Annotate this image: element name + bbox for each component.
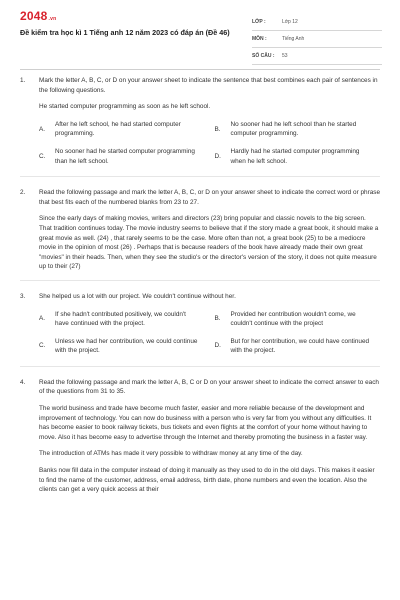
option-text: Hardly had he started computer programming when he left school. — [230, 147, 360, 165]
option-text: If she hadn't contributed positively, we couldn't have continued with the project. — [55, 310, 186, 328]
answer-options — [39, 120, 380, 166]
question-number: 3. — [20, 292, 26, 300]
passage-paragraph: Banks now fill data in the computer instead of doing it manually as they used to do in the old days. This makes it easier to find the name of the customer, address, email address, birth date, phone numbers and even the location. Also the clients can get a very quick access at their — [39, 467, 375, 494]
document-title: Đề kiểm tra học kì 1 Tiếng anh 12 năm 2023 có đáp án (Đề 46) — [20, 28, 230, 37]
header-divider — [20, 69, 380, 70]
question-stem: He started computer programming as soon as he left school. — [39, 103, 211, 111]
option-b[interactable] — [215, 120, 381, 139]
meta-label: LỚP : — [252, 19, 266, 25]
option-text: After he left school, he had started computer programming. — [55, 120, 181, 138]
question-4 — [20, 378, 380, 495]
option-letter: A. — [39, 315, 46, 323]
question-number: 4. — [20, 378, 26, 386]
question-prompt: Read the following passage and mark the letter A, B, C or D on your answer sheet to indicate the correct answer to each of the questions from 31 to 35. — [39, 378, 379, 396]
question-number: 1. — [20, 77, 26, 84]
question-prompt: Read the following passage and mark the letter A, B, C, or D on your answer sheet to indicate the correct word or phrase that best fits each of the numbered blanks from 23 to 27. — [39, 189, 381, 206]
meta-row-class — [252, 14, 382, 31]
meta-label: MÔN : — [252, 36, 267, 42]
option-letter: C. — [39, 152, 46, 160]
meta-row-count — [252, 48, 382, 65]
option-d[interactable] — [215, 147, 381, 166]
passage-paragraph: The world business and trade have become much faster, easier and more reliable because of the development and improvement of technology. You can now do business with a person who is very far from you without any difficulties. It has become easier to book railway tickets, bus tickets and even flights at the comfort of your home without having to move. Also it has become easy to advertise through the Internet and thereby promoting the business in a faster way. — [39, 405, 372, 441]
meta-label: SỐ CÂU : — [252, 53, 275, 59]
option-letter: A. — [39, 125, 46, 133]
question-1 — [20, 76, 380, 166]
option-text: No sooner had he left school than he started computer programming. — [230, 120, 357, 138]
question-2 — [20, 188, 380, 272]
option-a[interactable] — [39, 120, 205, 139]
reading-passage: Since the early days of making movies, writers and directors (23) bring popular and classic novels to the big screen. That tradition continues today. The movie industry seems to believe that if the story made a great book, it should make a great movie as well. (24) , that rarely seems to be the case. More often than not, a great book (25) to be a mediocre movie in the opinion of most (26) . Perhaps that is because readers of the book have already made their own great "movies" in their heads. Then, when they see the studio's or the director's version of the story, it does not quite measure up to their (27) — [39, 215, 379, 271]
option-text: Provided her contribution wouldn't come, we couldn't continue with the project — [230, 310, 356, 328]
question-divider — [20, 280, 380, 281]
question-prompt: Mark the letter A, B, C, or D on your answer sheet to indicate the sentence that best combines each pair of sentences in the following questions. — [39, 77, 378, 94]
answer-options — [39, 310, 380, 356]
question-divider — [20, 366, 380, 367]
meta-row-subject — [252, 31, 382, 48]
option-text: No sooner had he started computer programming than he left school. — [55, 147, 195, 165]
option-text: But for her contribution, we could have continued with the project. — [230, 337, 370, 355]
option-text: Unless we had her contribution, we could continue with the project. — [55, 337, 198, 355]
question-divider — [20, 176, 380, 177]
option-letter: C. — [39, 342, 46, 350]
document-header — [0, 0, 400, 62]
option-a[interactable] — [39, 310, 205, 329]
question-number: 2. — [20, 189, 26, 197]
option-c[interactable] — [39, 337, 205, 356]
passage-paragraph: The introduction of ATMs has made it very possible to withdraw money at any time of the day. — [39, 450, 303, 458]
option-letter: D. — [214, 342, 221, 350]
question-list — [0, 76, 400, 502]
meta-value: Tiếng Anh — [282, 36, 305, 42]
option-letter: D. — [214, 152, 221, 160]
option-b[interactable] — [215, 310, 381, 329]
site-logo[interactable]: 2048.vn — [20, 9, 57, 23]
option-c[interactable] — [39, 147, 205, 166]
option-d[interactable] — [215, 337, 381, 356]
meta-value: 53 — [282, 53, 288, 59]
option-letter: B. — [214, 315, 221, 323]
option-letter: B. — [214, 125, 221, 133]
question-prompt: She helped us a lot with our project. We couldn't continue without her. — [39, 292, 236, 300]
question-3 — [20, 292, 380, 356]
meta-box — [252, 14, 382, 65]
meta-value: Lớp 12 — [282, 19, 298, 25]
